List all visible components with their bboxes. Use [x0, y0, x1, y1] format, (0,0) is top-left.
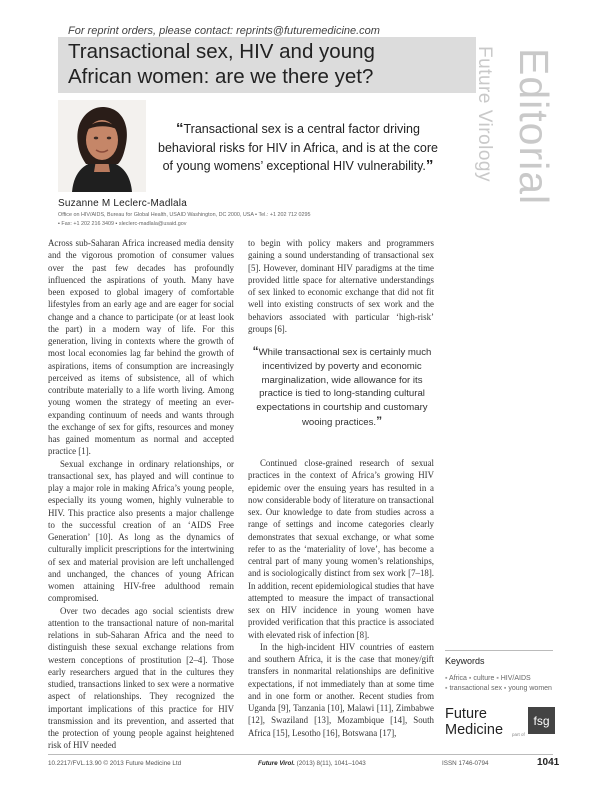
quote-line: behavioral risks for HIV in Africa, and is at the core	[158, 140, 438, 155]
future-medicine-logo	[445, 706, 525, 738]
author-name: Suzanne M Leclerc-Madlala	[58, 198, 187, 209]
title-line: African women: are we there yet?	[68, 65, 374, 88]
body-column-right-bottom	[248, 457, 434, 739]
keywords-box	[445, 650, 553, 693]
open-quote-mark: “	[252, 344, 259, 358]
author-affiliation	[58, 211, 458, 229]
body-paragraph: In the high-incident HIV countries of eastern and southern Africa, it is the case that money/gift transfers in nonmarital relationships are definitive expectations, if not immediately than at some time and in one form or another. Recent studies from Uganda [9], Tanzania [10], Malawi [11], Zimbabwe [12], Swaziland [13], Mozambique [14], South Africa [15], Lesotho [16], Botswana [17],	[248, 641, 434, 738]
keyword: Africa	[449, 675, 467, 682]
citation-details: (2013) 8(11), 1041–1043	[296, 760, 366, 767]
article-title	[58, 37, 476, 93]
body-paragraph: Over two decades ago social scientists drew attention to the transactional nature of non-marital relations in sub-Saharan Africa and the need to distinguish these sexual exchange relations from western conceptions of prostitution [2–4]. Those early researchers argued that in the cultures they studied, transactions linked to sex were a normative aspect of relationships. They recognized the important implications of this practice for HIV transmission and its prevention, and asserted that the protection of young people against heightened risk of HIV needed	[48, 605, 234, 751]
body-paragraph: Sexual exchange in ordinary relationships, or transactional sex, has played and will continue to play a major role in making Africa’s young people, especially its young women, highly vulnerable to HIV. This practice also presents a major challenge to the successful creation of an ‘AIDS Free Generation’ [10]. As long as the dynamics of culturally implicit prescriptions for the intertwining of sex and material provision are left unchallenged and unchanged, the chances of young African women attaining HIV-free adulthood remain compromised.	[48, 458, 234, 604]
keyword: transactional sex	[449, 684, 502, 692]
title-line: Transactional sex, HIV and young	[68, 40, 375, 63]
footer-doi: 10.2217/FVL.13.90 © 2013 Future Medicine Ltd	[48, 760, 182, 767]
body-paragraph: to begin with policy makers and programmers gaining a sound understanding of transactional sex [5]. However, dominant HIV paradigms at the time provided little space for alternative understandings of sex linked to economic exchange that did not fit well into existing constructs of sex work and the behaviors associated with particular ‘high-risk’ groups [6].	[248, 238, 434, 334]
close-quote-mark: ”	[376, 413, 383, 428]
body-column-left	[48, 237, 234, 752]
bullet-icon: ▪	[503, 684, 509, 692]
close-quote-mark: ”	[425, 157, 434, 174]
bullet-icon: ▪	[468, 675, 474, 682]
open-quote-mark: “	[176, 120, 184, 137]
logo-line: Medicine	[445, 722, 504, 738]
pull-quote-text: While transactional sex is certainly much incentivized by poverty and economic marginalization, wide allowance for its practice is tied to long-standing cultural expectations in courtship and customary wooing practices.	[256, 347, 432, 428]
footer-citation	[258, 760, 366, 767]
body-paragraph: Continued close-grained research of sexual practices in the context of Africa’s growing HIV epidemic over the ensuing years has resulted in a now considerable body of literature on transactional sex. Our knowledge to date from studies across a range of settings and income categories clearly demonstrates that sexual exchange, or what some refer to as the ‘materiality of love’, has become a central part of many young women’s relationships, and is sociologically distinct from sex work [7–18]. In addition, recent epidemiological studies that have attempted to measure the impact of transactional sex on HIV incidence in young women have provided verification that this practice is associated with elevated risk of infection [8].	[248, 458, 434, 640]
affiliation-line: ▪ Fax: +1 202 216 3409 ▪ sleclerc-madlala@usaid.gov	[58, 221, 187, 227]
bullet-icon: ▪	[445, 684, 450, 692]
page-number: 1041	[537, 757, 560, 768]
keywords-title: Keywords	[445, 656, 485, 666]
bullet-icon: ▪	[496, 675, 501, 682]
affiliation-line: Office on HIV/AIDS, Bureau for Global Health, USAID Washington, DC 2000, USA ▪ Tel.: +1 202 712 0295	[58, 212, 311, 218]
body-column-right-top	[248, 237, 434, 335]
pull-quote	[250, 345, 434, 430]
keywords-list	[445, 674, 553, 693]
body-paragraph: Across sub-Saharan Africa increased media density and the vigorous promotion of consumer values over the past few decades has profoundly influenced the aspirations of youth. Many have been exposed to global imagery of comfortable lifestyles from an early age and are eager for social change and a chance to participate (or at least look the part) in a modern way of life. For this generation, living in contexts where the growth of most local economies lag far behind the growth of aspirations, items of consumption are increasingly perceived as items of subsistence, all of which contribute materially to a life worth living. Among young women the strategy of meeting an ever-expanding continuum of needs and wants through the exchange of sex for gifts, resources and money has gained momentum as normal and accepted practice [1].	[48, 238, 234, 457]
bullet-icon: ▪	[445, 675, 450, 682]
footer-issn: ISSN 1746-0794	[442, 760, 489, 767]
fsg-logo: fsg	[528, 707, 555, 734]
journal-name-vertical: Future Virology	[474, 46, 495, 182]
author-photo	[58, 100, 146, 192]
footer-divider	[48, 754, 553, 755]
quote-line: Transactional sex is a central factor driving	[183, 122, 420, 136]
keyword: culture	[473, 675, 495, 682]
keyword: young women	[508, 684, 552, 692]
section-label-vertical: Editorial	[511, 48, 557, 206]
highlight-quote	[148, 120, 448, 176]
quote-line: of young womens’ exceptional HIV vulnerability.	[162, 159, 426, 173]
part-of-label: part of	[512, 732, 525, 737]
logo-line: Future	[445, 706, 487, 722]
citation-journal: Future Virol.	[258, 760, 295, 767]
keyword: HIV/AIDS	[500, 675, 531, 682]
reprint-notice: For reprint orders, please contact: reprints@futuremedicine.com	[68, 25, 380, 37]
